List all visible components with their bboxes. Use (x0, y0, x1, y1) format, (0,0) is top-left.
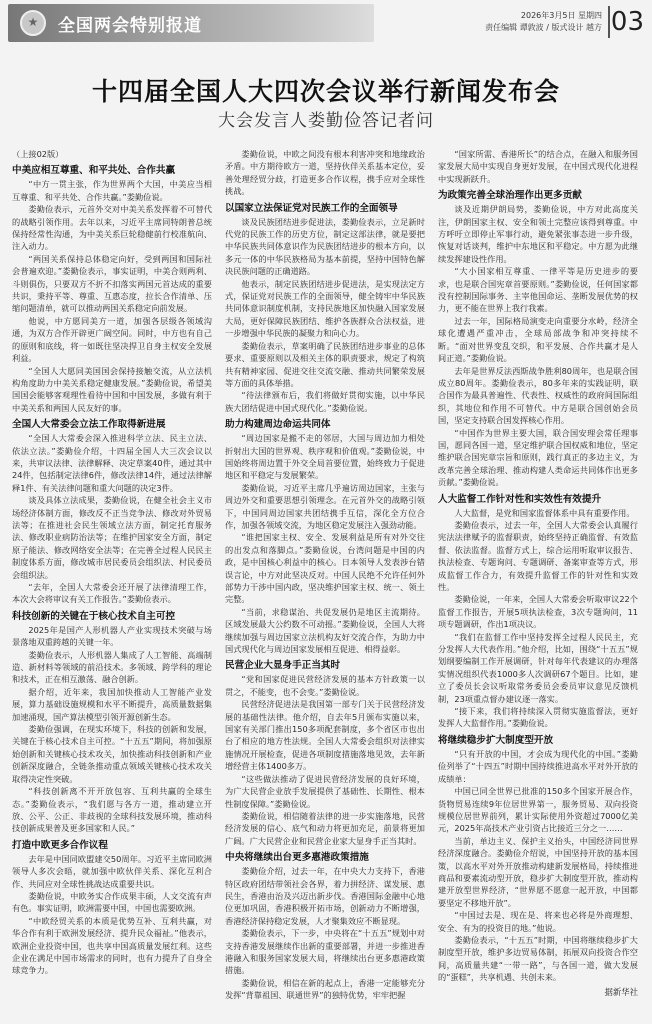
paragraph: 娄勤俭表示，元首外交对中美关系发挥着不可替代的战略引领作用。去年以来，习近平主席同特朗普总统保持经常性沟通，为中美关系巨轮稳健前行校准航向、注入动力。 (12, 204, 212, 252)
masthead (0, 0, 652, 44)
paragraph: “全国人大愿同美国国会保持接触交流，从立法机构角度助力中美关系稳定健康发展。”娄勤俭说，希望美国国会能够客观理性看待中国和中国发展，多做有利于中美关系和两国人民友好的事。 (12, 365, 212, 413)
continuation-note: （上接02版） (12, 149, 64, 159)
paragraph: 谈及近期伊朗局势，娄勤俭说，中方对此高度关注，伊朗国家主权、安全和领土完整应该得到尊重。中方呼吁立即停止军事行动，避免紧张事态进一步升级，恢复对话谈判，维护中东地区和平稳定。中方愿为此继续发挥建设性作用。 (438, 204, 638, 264)
paragraph: 2025年是国产人形机器人产业实现技术突破与场景落地双重跨越的关键一年。 (12, 624, 212, 648)
paragraph: 据介绍，近年来，我国加快推动人工智能产业发展，算力基础设施规模和水平不断提升，高质量数据集加速涌现，国产算法模型引领开源创新生态。 (12, 686, 212, 722)
paragraph: “谁把国家主权、安全、发展利益是所有对外交往的出发点和落脚点。”娄勤俭说，台湾问题是中国的内政，是中国核心利益中的核心。日本领导人发表涉台错误言论，中方对此坚决反对。中国人民绝不允许任何外部势力干涉中国内政，坚决维护国家主权、统一、领土完整。 (225, 532, 425, 605)
paragraph: “全国人大常委会深入推进科学立法、民主立法、依法立法。”娄勤俭介绍，十四届全国人大三次会议以来，共审议法律、法律解释、决定草案40件，通过其中24件，包括制定法律6件，修改法律14件，通过法律解释1件、有关法律问题和重大问题的决定3件。 (12, 433, 212, 493)
paragraph: 娄勤俭说，一年来，全国人大常委会听取审议22个监督工作报告，开展5项执法检查，3次专题询问，11项专题调研，作出1项决议。 (438, 594, 638, 630)
paragraph: “两国关系保持总体稳定向好，受到两国和国际社会普遍欢迎。”娄勤俭表示，事实证明，中美合则两利、斗则俱伤，只要双方不折不扣落实两国元首达成的重要共识，秉持平等、尊重、互惠态度，拉长合作清单、压缩问题清单，就可以推动两国关系稳定向前发展。 (12, 253, 212, 314)
paragraph: “中国作为世界主要大国，联合国安理会常任理事国，愿同各国一道，坚定维护联合国权威和地位，坚定维护联合国宪章宗旨和原则，践行真正的多边主义，为改革完善全球治理、推动构建人类命运共同体作出更多贡献。”娄勤俭说。 (438, 427, 638, 488)
article-subhead: 大会发言人娄勤俭答记者问 (218, 111, 434, 131)
section-title: 全国两会特别报道 (58, 16, 202, 36)
paragraph: 娄勤俭表示，过去一年，全国人大常委会认真履行宪法法律赋予的监督职责，始终坚持正确监督、有效监督、依法监督。监督方式上，综合运用听取审议报告、执法检查、专题询问、专题调研、备案审查等方式，形成监督工作合力，有效提升监督工作的针对性和实效性。 (438, 519, 638, 592)
issue-info (485, 10, 602, 34)
issue-date: 2026年3月5日 星期四 (520, 11, 602, 20)
paragraph: “这些做法推动了促进民营经济发展的良好环境，为广大民营企业放手发展提供了基础性、长期性、根本性制度保障。”娄勤俭说。 (225, 773, 425, 809)
national-emblem-icon (20, 10, 46, 36)
page-divider (608, 6, 610, 38)
paragraph: 中国已同全世界已批准的150多个国家开展合作，货物贸易连续9年位居世界第一，服务贸易、双向投资规模位居世界前列，累计实际使用外资超过7000亿美元，2025年高技术产业引资占比接近三分之一…… (438, 786, 638, 834)
paragraph: 娄勤俭说，中欧务实合作成果丰硕，人文交流有声有色。事实证明，欧洲需要中国，中国也需要欧洲。 (12, 890, 212, 914)
page-number: 03 (610, 7, 644, 37)
paragraph: “去年，全国人大常委会还开展了法律清理工作，本次大会将审议有关工作报告。”娄勤俭表示。 (12, 582, 212, 605)
section-heading: 中央将继续出台更多惠港政策措施 (225, 852, 369, 864)
paragraph: 娄勤俭表示，下一步，中央将在“十五五”规划中对支持香港发展继续作出新的重要部署，并进一步推进香港融入和服务国家发展大局，将继续出台更多惠港政策措施。 (225, 928, 425, 976)
text-column-3 (438, 148, 638, 1016)
paragraph: 谈及民族团结进步促进法，娄勤俭表示，立足新时代党的民族工作的历史方位，制定这部法律，就是要把中华民族共同体意识作为民族团结进步的根本方向，以多元一体的中华民族格局为基本前提，坚持中国特色解决民族问题的正确道路。 (225, 216, 425, 277)
paragraph: 民营经济促进法是我国第一部专门关于民营经济发展的基础性法律。他介绍，自去年5月颁布实施以来，国家有关部门推出150多项配套制度，多个省区市也出台了相应的地方性法规。全国人大常委会组织对法律实施情况开展检查，促进各项制度措施落地见效，去年新增经营主体1400多万。 (225, 699, 425, 772)
paragraph: 娄勤俭说，相信随着法律的进一步实施落地，民营经济发展的信心、底气和动力将更加充足，前景将更加广阔。广大民营企业和民营企业家大显身手正当其时。 (225, 810, 425, 846)
paragraph: “国家所需、香港所长”的结合点，在融入和服务国家发展大局中实现自身更好发展，在中国式现代化进程中实现新跃升。 (438, 149, 638, 184)
paragraph: “党和国家促进民营经济发展的基本方针政策一以贯之，不能变，也不会变。”娄勤俭说。 (225, 674, 425, 697)
paragraph: 娄勤俭强调，在现实环境下，科技的创新和发展，关键在于核心技术自主可控。“十五五”期间，将加强原始创新和关键核心技术攻关，加快推动科技创新和产业创新深度融合，全链条推动重点领域关键核心技术攻关取得决定性突破。 (12, 724, 212, 784)
paragraph: 娄勤俭说，习近平主席几乎遍访周边国家，主张与周边外交和重要思想引领理念。在元首外交的战略引领下，中国同周边国家共团结携手互信，深化全方位合作，加强各领域交流，为地区稳定发展注入强劲动能。 (225, 482, 425, 530)
paragraph: 娄勤俭表示，“十五五”时期，中国将继续稳步扩大制度型开放，维护多边贸易体制，拓展双向投资合作空间，高质量共建“一带一路”，与各国一道，做大发展的“蛋糕”，共享机遇、共创未来。 (438, 934, 638, 983)
paragraph: “我们在监督工作中坚持发挥全过程人民民主，充分发挥人大代表作用。”他介绍，比如，围绕“十五五”规划纲要编制工作开展调研，针对每年代表建议的办理落实情况组织代表1000多人次调研67个题目。比如，建立了委员长会议听取常务委员会委员审议意见反馈机制，23项重点督办建议逐一落实。 (438, 631, 638, 704)
paragraph: “当前，求稳谋治、共促发展仍是地区主流期待。区域发展最大公约数不可动摇。”娄勤俭说，全国人大将继续加强与周边国家立法机构友好交流合作，为助力中国式现代化与周边国家发展相互促进、相得益彰。 (225, 606, 425, 655)
paragraph: 当前，单边主义、保护主义抬头，中国经济同世界经济深度融合。娄勤俭介绍说，中国坚持开放的基本国策，以高水平对外开放推动构建新发展格局，持续推进商品和要素流动型开放，稳步扩大制度型开放，推动构建开放型世界经济，“世界愿不愿意一起开放，中国都要坚定不移地开放”。 (438, 835, 638, 908)
section-heading: 中美应相互尊重、和平共处、合作共赢 (12, 165, 176, 177)
paragraph: 他表示，制定民族团结进步促进法，是实现法定方式，保证党对民族工作的全面领导，健全铸牢中华民族共同体意识制度机制，支持民族地区加快融入国家发展大局，更好保障民族团结、维护各族群众合法权益，进一步增强中华民族的凝聚力和向心力。 (225, 278, 425, 339)
paragraph: 人大监督，是党和国家监督体系中具有重要作用。 (454, 507, 635, 518)
paragraph: “待法律颁布后，我们将做好贯彻实施，以中华民族大团结促进中国式现代化。”娄勤俭说。 (225, 390, 425, 413)
paragraph: 娄勤俭说，中欧之间没有根本利害冲突和地缘政治矛盾。中方期待欧方一道，坚持伙伴关系基本定位，妥善处理经贸分歧，打造更多合作议程，携手应对全球性挑战。 (225, 149, 425, 197)
section-heading: 将继续稳步扩大制度型开放 (438, 734, 554, 746)
section-heading: 为政策完善全球治理作出更多贡献 (438, 190, 582, 202)
section-heading: 民营企业大显身手正当其时 (225, 660, 341, 672)
section-heading: 助力构建周边命运共同体 (225, 419, 331, 431)
editor-credits: 责任编辑 谭敦波 / 版式设计 越方 (485, 23, 602, 32)
section-banner (8, 4, 374, 42)
section-heading: 全国人大常委会立法工作取得新进展 (12, 419, 166, 431)
paragraph: “中方一贯主张，作为世界两个大国，中美应当相互尊重、和平共处、合作共赢。”娄勤俭说。 (12, 179, 212, 202)
paragraph: 娄勤俭说，相信在新的起点上，香港一定能够充分发挥“背靠祖国、联通世界”的独特优势，牢牢把握 (225, 977, 425, 1001)
paragraph: 娄勤俭表示，草案明确了民族团结进步事业的总体要求、重要原则以及相关主体的职责要求，规定了构筑共有精神家园、促进交往交流交融、推动共同繁荣发展等方面的具体举措。 (225, 340, 425, 388)
byline: 据新华社 (604, 986, 638, 997)
section-heading: 人大监督工作针对性和实效性有效提升 (438, 493, 602, 505)
section-heading: 打造中欧更多合作议程 (12, 839, 108, 851)
text-column-2 (225, 148, 425, 1016)
paragraph: “只有开放的中国，才会成为现代化的中国。”娄勤俭列举了“十四五”时期中国持续推进高水平对外开放的成绩单： (438, 748, 638, 784)
paragraph: “大小国家相互尊重、一律平等是历史进步的要求，也是联合国宪章首要原则。”娄勤俭说，任何国家都没有控制国际事务、主宰他国命运、垄断发展优势的权力，更不能在世界上我行我素。 (438, 266, 638, 314)
emblem-star-icon: ★ (27, 15, 39, 29)
paragraph: 娄勤俭介绍，过去一年，在中央大力支持下，香港特区政府团结带领社会各界，着力拼经济、谋发展、惠民生，香港由治及兴迈出新步伐。香港国际金融中心地位更加巩固，香港积极开拓市场，创新动力不断增强，香港经济保持稳定发展，人才聚集效应不断显现。 (225, 866, 425, 926)
paragraph: “中国过去是、现在是、将来也必将是外商理想、安全、有为的投资目的地。”他说。 (438, 910, 638, 933)
paragraph: “接下来，我们将持续深入贯彻实施监督法，更好发挥人大监督作用。”娄勤俭说。 (438, 706, 638, 729)
text-column-1 (12, 148, 212, 1016)
paragraph: “周边国家是搬不走的邻居，大国与周边加力相处折射出大国的世界观、秩序观和价值观。”娄勤俭说，中国始终将周边置于外交全局首要位置，始终致力于促进地区和平稳定与发展繁荣。 (225, 433, 425, 481)
section-heading: 科技创新的关键在于核心技术自主可控 (12, 610, 176, 622)
paragraph: 他说，中方愿同美方一道，加强各层级各领域沟通，为双方合作开辟更广阔空间。同时，中方也有自己的原则和底线，将一如既往坚决捍卫自身主权安全发展利益。 (12, 315, 212, 364)
paragraph: 谈及具体立法成果，娄勤俭说，在健全社会主义市场经济体制方面，修改反不正当竞争法、修改对外贸易法等；在推进社会民生领域立法方面，制定托育服务法、修改职业病防治法等；在维护国家安全方面，制定原子能法、修改网络安全法等；在完善全过程人民民主制度体系方面，修改城市居民委员会组织法、村民委员会组织法。 (12, 495, 212, 580)
article-headline: 十四届全国人大四次会议举行新闻发布会 (91, 77, 560, 106)
paragraph: 去年是世界反法西斯战争胜利80周年，也是联合国成立80周年。娄勤俭表示，80多年来的实践证明，联合国作为最具普遍性、代表性、权威性的政府间国际组织，其地位和作用不可替代。中方是联合国创始会员国，坚定支持联合国发挥核心作用。 (438, 365, 638, 426)
paragraph: “科技创新离不开开放包容、互利共赢的全球生态。”娄勤俭表示，“我们愿与各方一道，推动建立开放、公平、公正、非歧视的全球科技发展环境，推动科技创新成果普及更多国家和人民。” (12, 786, 212, 834)
paragraph: 去年是中国同欧盟建交50周年。习近平主席同欧洲领导人多次会晤，就加强中欧伙伴关系、深化互利合作、共同应对全球性挑战达成重要共识。 (12, 853, 212, 889)
paragraph: 过去一年，国际格局演变走向重要分水岭，经济全球化遭遇严重冲击，全球局部战争和冲突持续不断。“面对世界变乱交织，和平发展、合作共赢才是人间正道。”娄勤俭说。 (438, 315, 638, 364)
section-heading: 以国家立法保证党对民族工作的全面领导 (225, 202, 398, 214)
paragraph: 娄勤俭表示，人形机器人集成了人工智能、高端制造、新材料等领域的前沿技术。多领域、跨学科的理论和技术，正在相互激荡、融合创新。 (12, 649, 212, 685)
paragraph: “中欧经贸关系的本质是优势互补、互利共赢，对华合作有利于欧洲发展经济、提升民众福祉。”他表示，欧洲企业投资中国，也共享中国高质量发展红利。这些企业在满足中国市场需求的同时，也有力提升了自身全球竞争力。 (12, 915, 212, 976)
